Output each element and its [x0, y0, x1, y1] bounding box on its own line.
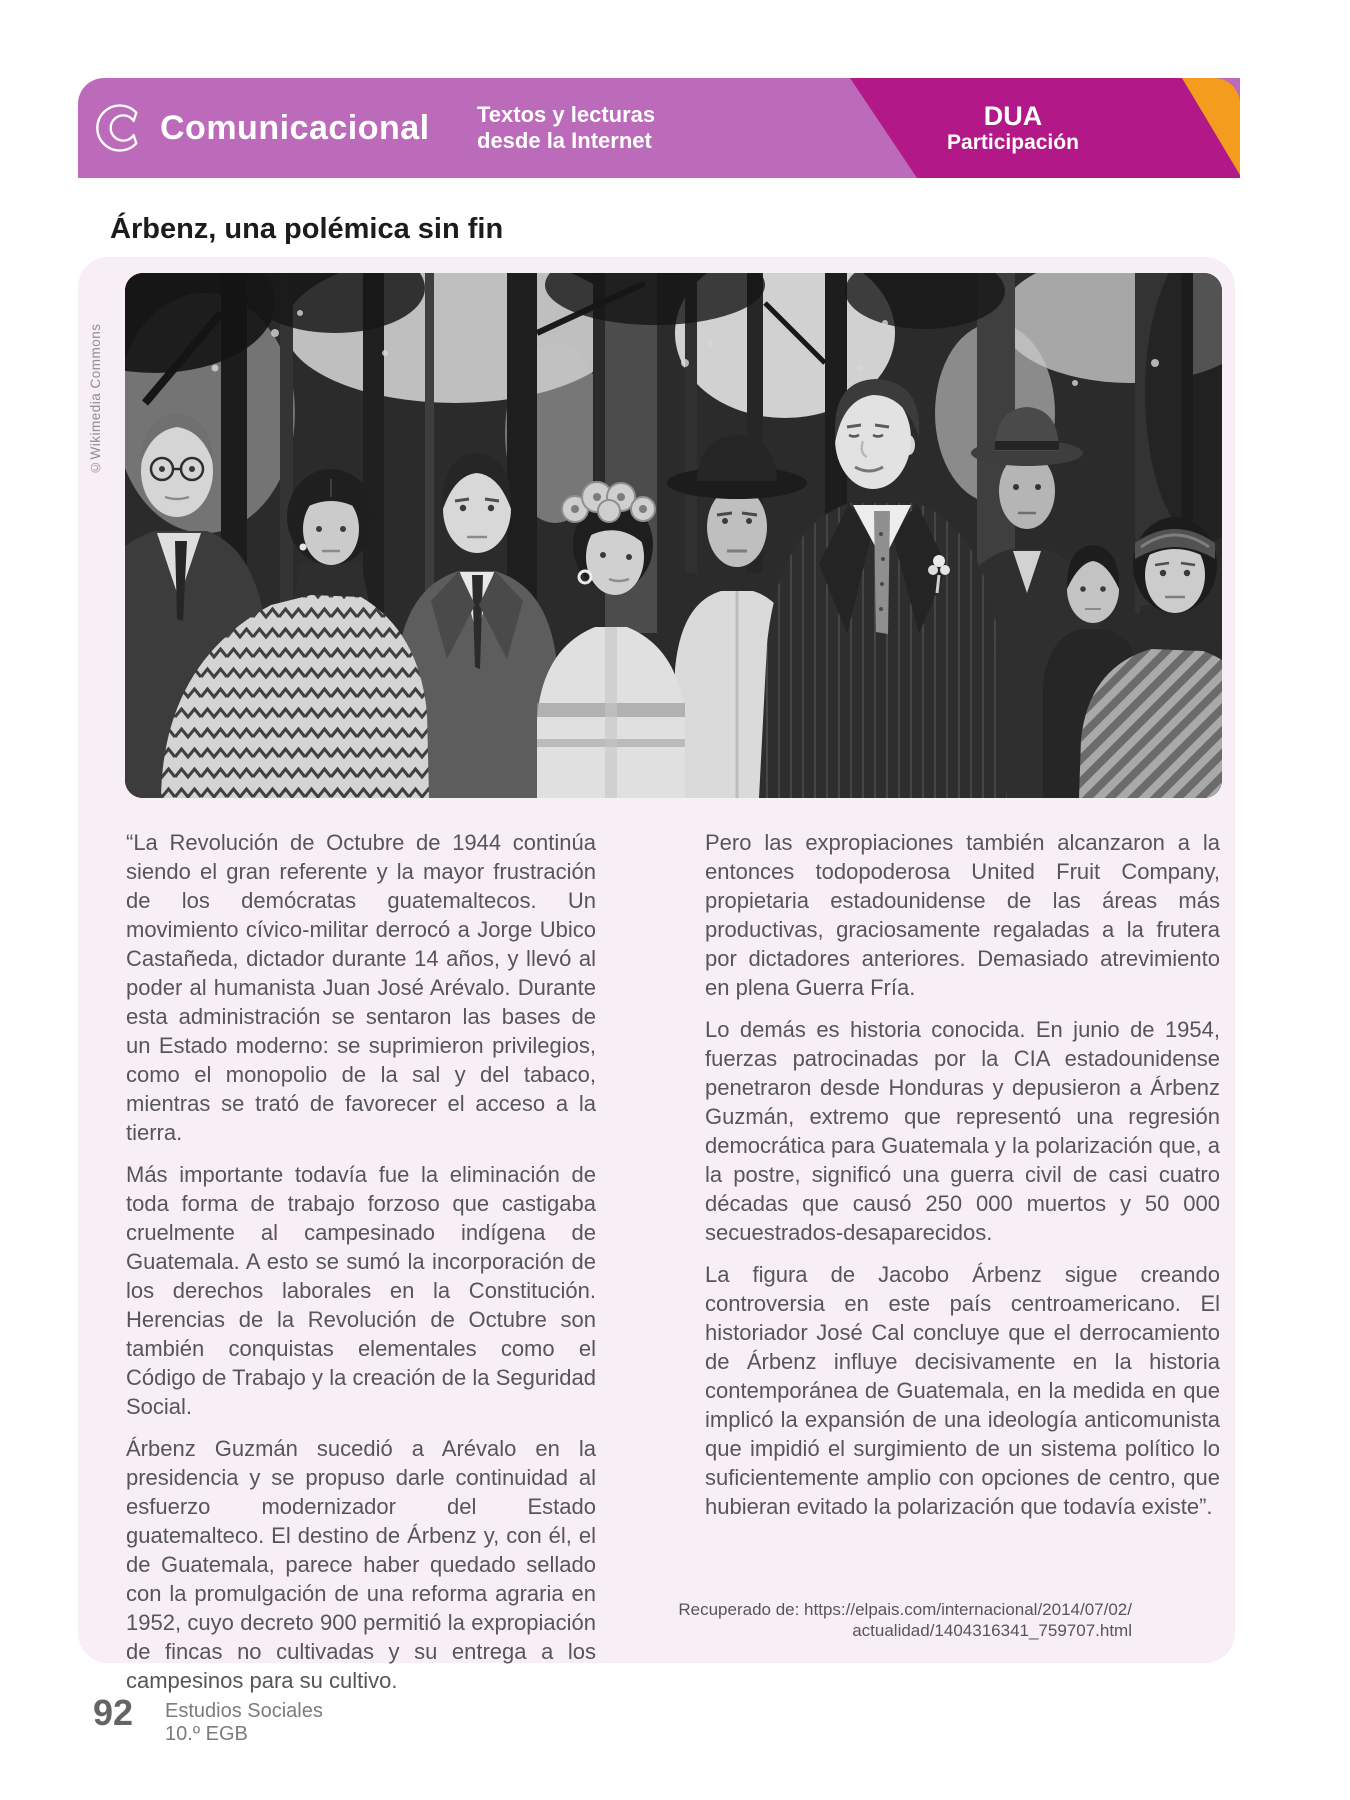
c-ribbon-icon — [94, 101, 148, 155]
page-number: 92 — [93, 1692, 134, 1733]
source-line-2: actualidad/1404316341_759707.html — [852, 1621, 1132, 1640]
banner-tagline — [477, 78, 655, 178]
paragraph: Más importante todavía fue la eliminación de toda forma de trabajo forzoso que castigaba cruelmente al campesinado indígena de Guatemala. A esto se sumó la incorporación de los derechos laborales en la Constitución. Herencias de la Revolución de Octubre son también conquistas elementales como el Código de Trabajo y la creación de la Seguridad Social. — [126, 1162, 596, 1419]
paragraph: La figura de Jacobo Árbenz sigue creando controversia en este país centroamericano. El historiador José Cal concluye que el derrocamiento de Árbenz influye decisivamente en la historia contemporánea de Guatemala, en la medida en que implicó la expansión de una ideología anticomunista que impidió el surgimiento de un sistema político lo suficientemente amplio con opciones de centro, que hubieran evitado la polarización que todavía existe”. — [705, 1262, 1220, 1519]
paragraph: Pero las expropiaciones también alcanzaron a la entonces todopoderosa United Fruit Company, propietaria estadounidense de las áreas más productivas, graciosamente regaladas a la frutera por dictadores anteriores. Demasiado atrevimiento en plena Guerra Fría. — [705, 830, 1220, 1000]
brand-name: Comunicacional — [160, 108, 430, 147]
brand-logo — [94, 78, 430, 178]
photo-illustration — [125, 273, 1222, 798]
book-grade: 10.º EGB — [165, 1723, 248, 1745]
paragraph: Árbenz Guzmán sucedió a Arévalo en la presidencia y se propuso darle continuidad al esfuerzo modernizador del Estado guatemalteco. El destino de Árbenz y, con él, el de Guatemala, parece haber quedado sellado con la promulgación de una reforma agraria en 1952, cuyo decreto 900 permitió la expropiación de fincas no cultivadas y su entrega a los campesinos para su cultivo. — [126, 1436, 596, 1693]
photo-credit: ©Wikimedia Commons — [88, 323, 103, 475]
paragraph: “La Revolución de Octubre de 1944 continúa siendo el gran referente y la mayor frustración de los demócratas guatemaltecos. Un movimiento cívico-militar derrocó a Jorge Ubico Castañeda, dictador durante 14 años, y llevó al poder al humanista Juan José Arévalo. Durante esta administración se sentaron las bases de un Estado moderno: se suprimieron privilegios, como el monopolio de la sal y del tabaco, mientras se trató de favorecer el acceso a la tierra. — [126, 830, 596, 1145]
source-line-1: Recuperado de: https://elpais.com/internacional/2014/07/02/ — [678, 1600, 1132, 1619]
article-column-left — [126, 828, 596, 1695]
book-info — [165, 1700, 323, 1746]
dua-title: DUA — [983, 101, 1043, 131]
article-card — [78, 257, 1235, 1693]
dua-subtitle: Participación — [947, 131, 1079, 154]
article-column-right — [705, 828, 1220, 1521]
page-title: Árbenz, una polémica sin fin — [110, 213, 504, 246]
arbenz-photo — [125, 273, 1222, 798]
source-citation — [678, 1599, 1132, 1641]
tagline-line-1: Textos y lecturas — [477, 102, 656, 127]
tagline-line-2: desde la Internet — [477, 128, 652, 153]
paragraph: Lo demás es historia conocida. En junio de 1954, fuerzas patrocinadas por la CIA estadounidense penetraron desde Honduras y depusieron a Árbenz Guzmán, extremo que representó una regresión democrática para Guatemala y la polarización que, a la postre, significó una guerra civil de casi cuatro décadas que causó 250 000 muertos y 50 000 secuestrados-desaparecidos. — [705, 1017, 1220, 1245]
header-banner — [78, 78, 1240, 178]
book-title: Estudios Sociales — [165, 1700, 323, 1722]
dua-badge — [868, 78, 1158, 178]
